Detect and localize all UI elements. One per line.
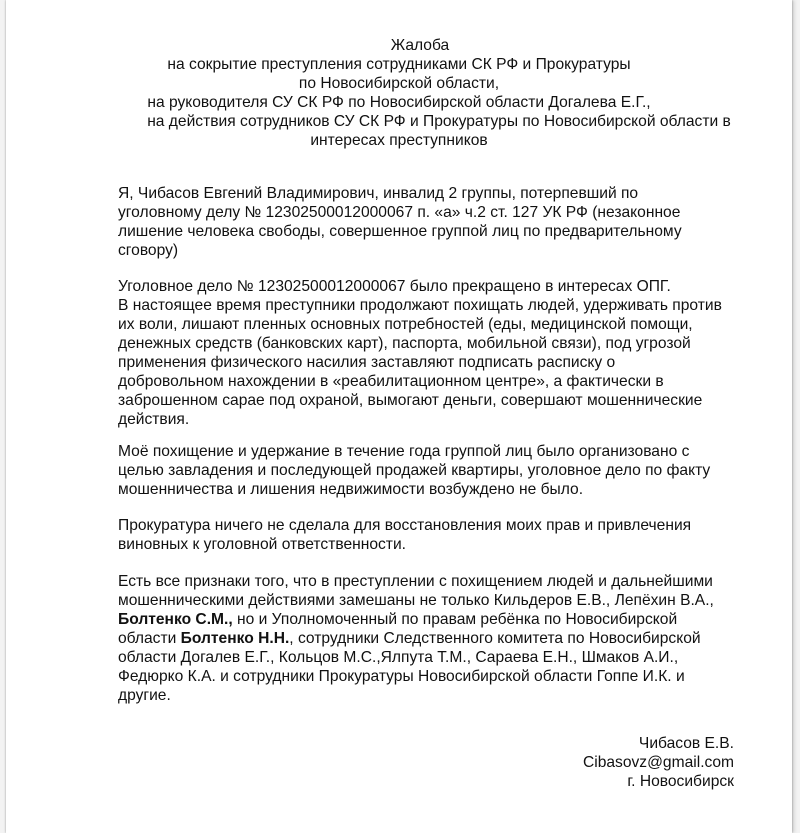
text-span: , сотрудники Следственного комитета по Новосибирской [289,630,701,647]
text-span: области [118,630,181,647]
paragraph-abduction [118,442,758,499]
signature-name: Чибасов Е.В. [638,735,734,752]
text-line: их воли, лишают пленных основных потребностей (еды, медицинской помощи, [118,316,693,333]
bold-name: Болтенко Н.Н. [180,630,290,647]
text-line: целью завладения и последующей продажей квартиры, уголовное дело по факту [118,462,711,479]
title-line: интересах преступников [310,132,488,149]
paragraph-complainant [118,184,758,260]
title-line: на действия сотрудников СУ СК РФ и Прокуратуры по Новосибирской области в [147,113,731,130]
text-line: виновных к уголовной ответственности. [118,536,406,553]
bold-name: Болтенко С.М., [118,611,233,628]
text-line: В настоящее время преступники продолжают похищать людей, удерживать против [118,297,722,314]
text-line: Есть все признаки того, что в преступлении с похищением людей и дальнейшими [118,573,713,590]
title-line: Жалоба [390,37,450,54]
signature-email: Cibasovz@gmail.com [582,754,734,771]
paragraph-prosecutor [118,516,758,554]
title-line: по Новосибирской области, [298,75,500,92]
text-line: сговору) [118,242,179,259]
text-span: но и Уполномоченный по правам ребёнка по Новосибирской [232,611,678,628]
title-line: на сокрытие преступления сотрудниками СК РФ и Прокуратуры [167,56,631,73]
text-line: Уголовное дело № 12302500012000067 было прекращено в интересах ОПГ. [118,278,671,295]
text-line: Я, Чибасов Евгений Владимирович, инвалид 2 группы, потерпевший по [118,185,639,202]
text-line: добровольном нахождении в «реабилитационном центре», а фактически в [118,373,664,390]
title-line: на руководителя СУ СК РФ по Новосибирской области Догалева Е.Г., [147,94,651,111]
paragraph-accused [118,572,758,705]
text-line: области Догалев Е.Г., Кольцов М.С.,Ялпута Т.М., Сараева Е.Н., Шмаков А.И., [118,649,679,666]
text-line: мошенничества и лишения недвижимости возбуждено не было. [118,481,584,498]
text-line: денежных средств (банковских карт), паспорта, мобильной связи), под угрозой [118,335,691,352]
complaint-title [6,36,792,150]
text-line: применения физического насилия заставляют подписать расписку о [118,354,616,371]
text-line: Федюрко К.А. и сотрудники Прокуратуры Новосибирской области Гоппе И.К. и [118,668,685,685]
text-line: лишение человека свободы, совершенное группой лиц по предварительному [118,223,682,240]
text-line: мошенническими действиями замешаны не только Кильдеров Е.В., Лепёхин В.А., [118,592,714,609]
signature-block [583,734,734,791]
text-line: Прокуратура ничего не сделала для восстановления моих прав и привлечения [118,517,692,534]
text-line: уголовному делу № 12302500012000067 п. «а» ч.2 ст. 127 УК РФ (незаконное [118,204,681,221]
text-line: действия. [118,411,190,428]
text-line: заброшенном сарае под охраной, вымогают деньги, совершают мошеннические [118,392,703,409]
text-line: другие. [118,687,171,704]
text-line [118,629,758,648]
signature-city: г. Новосибирск [627,773,734,790]
text-line: Моё похищение и удержание в течение года группой лиц было организовано с [118,443,690,460]
document-page [6,0,792,833]
paragraph-case-closed [118,277,758,429]
text-line [118,610,758,629]
